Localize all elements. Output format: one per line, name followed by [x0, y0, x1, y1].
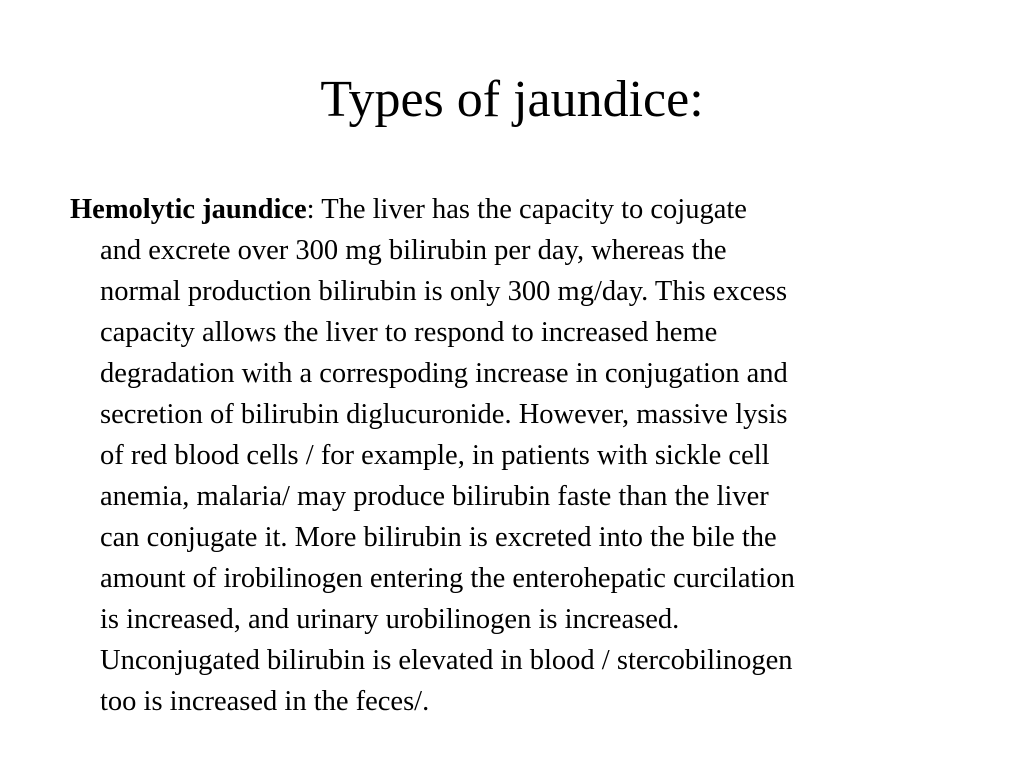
body-line: Unconjugated bilirubin is elevated in blood / stercobilinogen [100, 645, 793, 676]
term-suffix: : The liver has the capacity to cojugate [306, 194, 747, 225]
body-line: is increased, and urinary urobilinogen is increased. [100, 604, 680, 635]
body-line: amount of irobilinogen entering the enterohepatic curcilation [100, 563, 795, 594]
slide-title: Types of jaundice: [320, 71, 704, 128]
slide-body [70, 189, 960, 722]
body-line: and excrete over 300 mg bilirubin per day, whereas the [100, 235, 727, 266]
body-line: anemia, malaria/ may produce bilirubin faste than the liver [100, 481, 769, 512]
body-line: normal production bilirubin is only 300 mg/day. This excess [100, 276, 788, 307]
body-line: capacity allows the liver to respond to increased heme [100, 317, 718, 348]
term-hemolytic-jaundice: Hemolytic jaundice [70, 194, 307, 225]
body-line: degradation with a correspoding increase in conjugation and [100, 358, 788, 389]
body-line: secretion of bilirubin diglucuronide. However, massive lysis [100, 399, 788, 430]
body-line: of red blood cells / for example, in patients with sickle cell [100, 440, 770, 471]
body-line-first [70, 189, 960, 230]
body-line: can conjugate it. More bilirubin is excreted into the bile the [100, 522, 777, 553]
body-line: too is increased in the feces/. [100, 686, 430, 717]
